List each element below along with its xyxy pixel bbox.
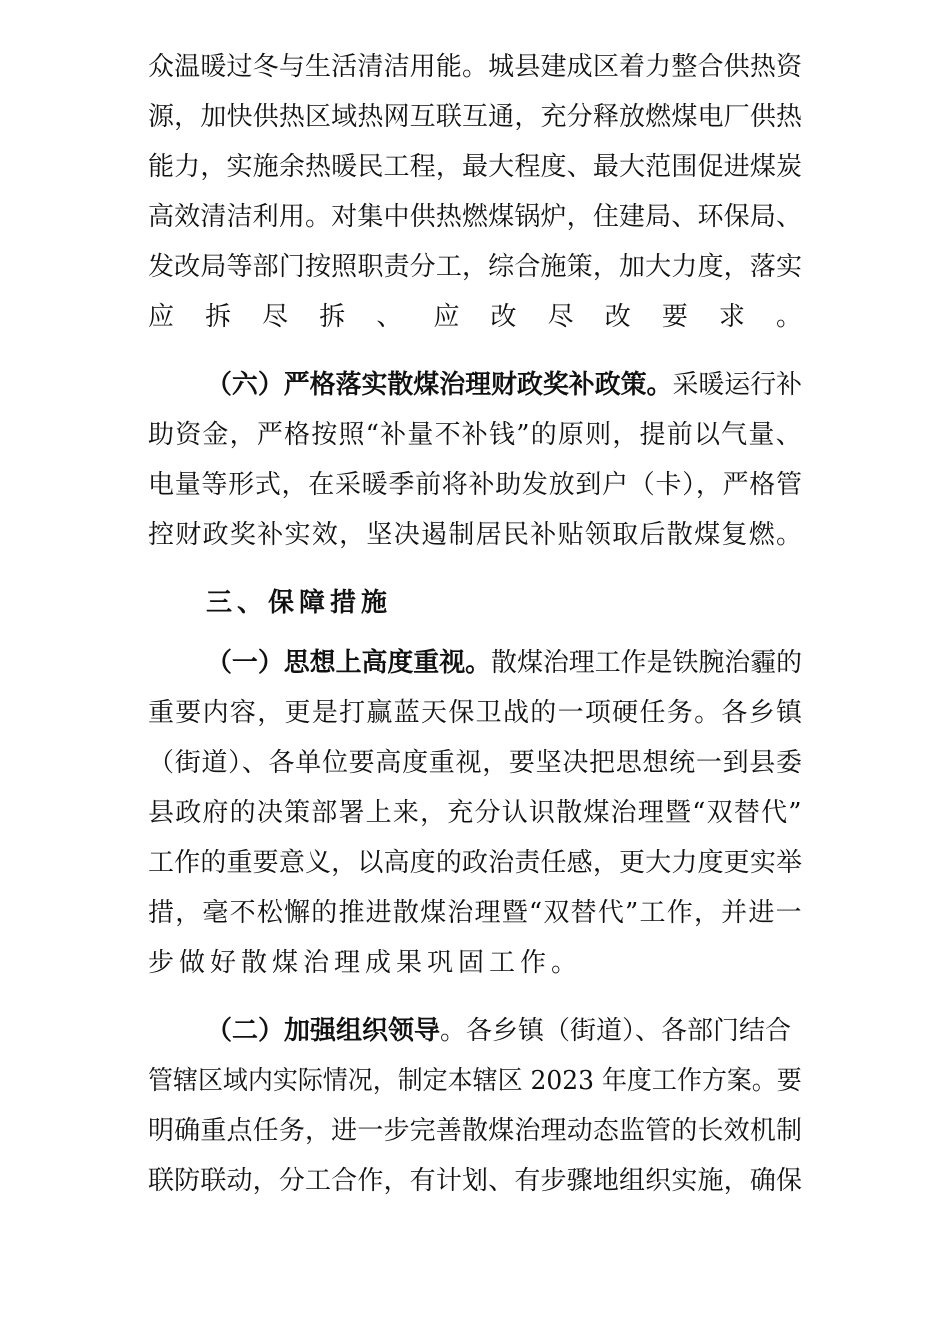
body-text: 步做好散煤治理成果巩固工作。 bbox=[148, 948, 583, 978]
body-text: 发改局等部门按照职责分工，综合施策，加大力度，落实 bbox=[148, 252, 803, 282]
text-line bbox=[148, 100, 802, 134]
text-line bbox=[148, 518, 803, 552]
text-line bbox=[148, 250, 802, 284]
text-line bbox=[148, 1114, 802, 1148]
body-text: 众温暖过冬与生活清洁用能。城县建成区着力整合供热资 bbox=[148, 52, 803, 82]
text-line bbox=[148, 1164, 802, 1198]
text-line bbox=[148, 300, 833, 334]
body-text: 能力，实施余热暖民工程，最大程度、最大范围促进煤炭 bbox=[148, 152, 803, 182]
text-line bbox=[148, 846, 802, 880]
text-line bbox=[206, 368, 802, 402]
body-text: 管辖区域内实际情况，制定本辖区 2023 年度工作方案。要 bbox=[148, 1066, 802, 1096]
body-text: 高效清洁利用。对集中供热燃煤锅炉，住建局、环保局、 bbox=[148, 202, 803, 232]
text-line bbox=[148, 150, 802, 184]
body-text: 控财政奖补实效，坚决遏制居民补贴领取后散煤复燃。 bbox=[148, 520, 804, 550]
text-line bbox=[148, 946, 582, 980]
bold-heading-text: （一）思想上高度重视。 bbox=[206, 648, 492, 678]
body-text: 重要内容，更是打赢蓝天保卫战的一项硬任务。各乡镇 bbox=[148, 698, 804, 728]
body-text: 散煤治理工作是铁腕治霾的 bbox=[491, 648, 803, 678]
body-text: 助资金，严格按照“补量不补钱”的原则，提前以气量、 bbox=[148, 420, 803, 450]
text-line bbox=[148, 896, 803, 930]
body-text: 工作的重要意义，以高度的政治责任感，更大力度更实举 bbox=[148, 848, 803, 878]
text-line bbox=[206, 1014, 791, 1048]
body-text: 。各乡镇（街道）、各部门结合 bbox=[440, 1016, 792, 1046]
text-line bbox=[148, 1064, 802, 1098]
body-text: （街道）、各单位要高度重视，要坚决把思想统一到县委 bbox=[148, 748, 803, 778]
text-line bbox=[148, 200, 802, 234]
body-text: 应拆尽拆、应改尽改要求。 bbox=[148, 302, 834, 332]
text-line bbox=[148, 418, 803, 452]
bold-heading-text: 三、保障措施 bbox=[206, 588, 393, 618]
bold-heading-text: （二）加强组织领导 bbox=[206, 1016, 441, 1046]
text-line bbox=[206, 586, 392, 620]
bold-heading-text: （六）严格落实散煤治理财政奖补政策。 bbox=[206, 370, 673, 400]
text-line bbox=[148, 50, 802, 84]
body-text: 源，加快供热区域热网互联互通，充分释放燃煤电厂供热 bbox=[148, 102, 803, 132]
body-text: 县政府的决策部署上来，充分认识散煤治理暨“双替代” bbox=[148, 798, 803, 828]
text-line bbox=[148, 468, 803, 502]
body-text: 联防联动，分工合作，有计划、有步骤地组织实施，确保 bbox=[148, 1166, 803, 1196]
text-line bbox=[148, 696, 803, 730]
body-text: 采暖运行补 bbox=[672, 370, 803, 400]
body-text: 明确重点任务，进一步完善散煤治理动态监管的长效机制 bbox=[148, 1116, 803, 1146]
text-line bbox=[148, 746, 803, 780]
body-text: 措，毫不松懈的推进散煤治理暨“双替代”工作，并进一 bbox=[148, 898, 803, 928]
body-text: 电量等形式，在采暖季前将补助发放到户（卡），严格管 bbox=[148, 470, 803, 500]
text-line bbox=[148, 796, 803, 830]
text-line bbox=[206, 646, 802, 680]
